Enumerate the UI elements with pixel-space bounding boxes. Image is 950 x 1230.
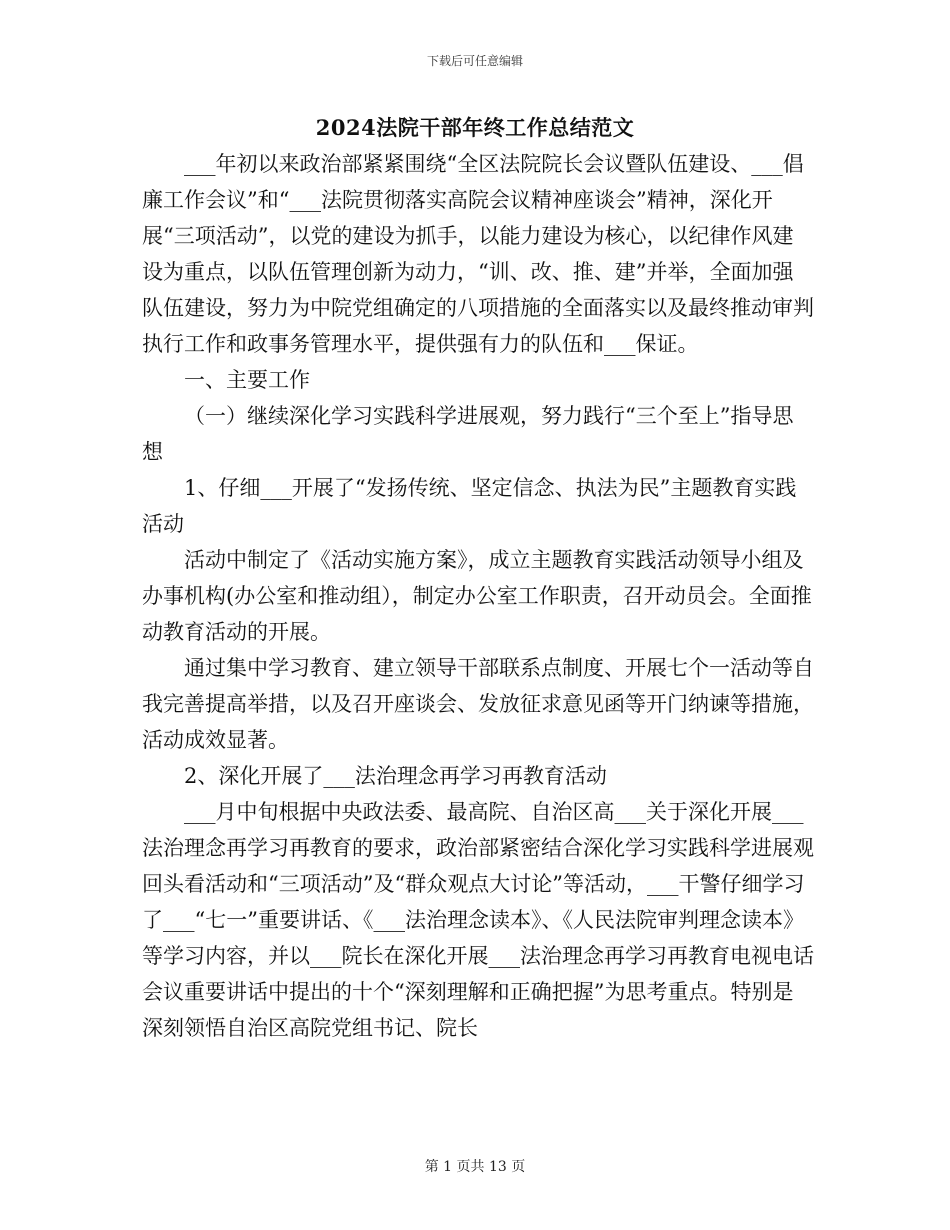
paragraph: ___年初以来政治部紧紧围绕“全区法院院长会议暨队伍建设、___倡廉工作会议”和“___法院贯彻落实高院会议精神座谈会”精神，深化开展“三项活动”，以党的建设为抓手，以能力建设为核心，以纪律作风建设为重点，以队伍管理创新为动力，“训、改、推、建”并举，全面加强队伍建设，努力为中院党组确定的八项措施的全面落实以及最终推动审判执行工作和政事务管理水平，提供强有力的队伍和___保证。 xyxy=(142,152,814,356)
document-body xyxy=(142,146,814,1046)
item-heading: 2、深化开展了___法治理念再学习再教育活动 xyxy=(184,764,607,788)
item-heading: 1、仔细___开展了“发扬传统、坚定信念、执法为民”主题教育实践活动 xyxy=(142,476,797,536)
subsection-heading: （一）继续深化学习实践科学进展观，努力践行“三个至上”指导思想 xyxy=(142,404,794,464)
document-title: 2024法院干部年终工作总结范文 xyxy=(315,115,635,140)
paragraph: 通过集中学习教育、建立领导干部联系点制度、开展七个一活动等自我完善提高举措，以及召开座谈会、发放征求意见函等开门纳谏等措施，活动成效显著。 xyxy=(142,656,814,752)
page-footer: 第 1 页共 13 页 xyxy=(424,1159,526,1175)
paragraph: ___月中旬根据中央政法委、最高院、自治区高___关于深化开展___法治理念再学习再教育的要求，政治部紧密结合深化学习实践科学进展观回头看活动和“三项活动”及“群众观点大讨论”等活动，___干警仔细学习了___“七一”重要讲话、《___法治理念读本》、《人民法院审判理念读本》等学习内容，并以___院长在深化开展___法治理念再学习再教育电视电话会议重要讲话中提出的十个“深刻理解和正确把握”为思考重点。特别是深刻领悟自治区高院党组书记、院长 xyxy=(142,800,814,1040)
section-heading: 一、主要工作 xyxy=(184,368,310,392)
header-note: 下载后可任意编辑 xyxy=(426,54,523,68)
paragraph: 活动中制定了《活动实施方案》，成立主题教育实践活动领导小组及办事机构(办公室和推动组），制定办公室工作职责，召开动员会。全面推动教育活动的开展。 xyxy=(142,548,812,644)
